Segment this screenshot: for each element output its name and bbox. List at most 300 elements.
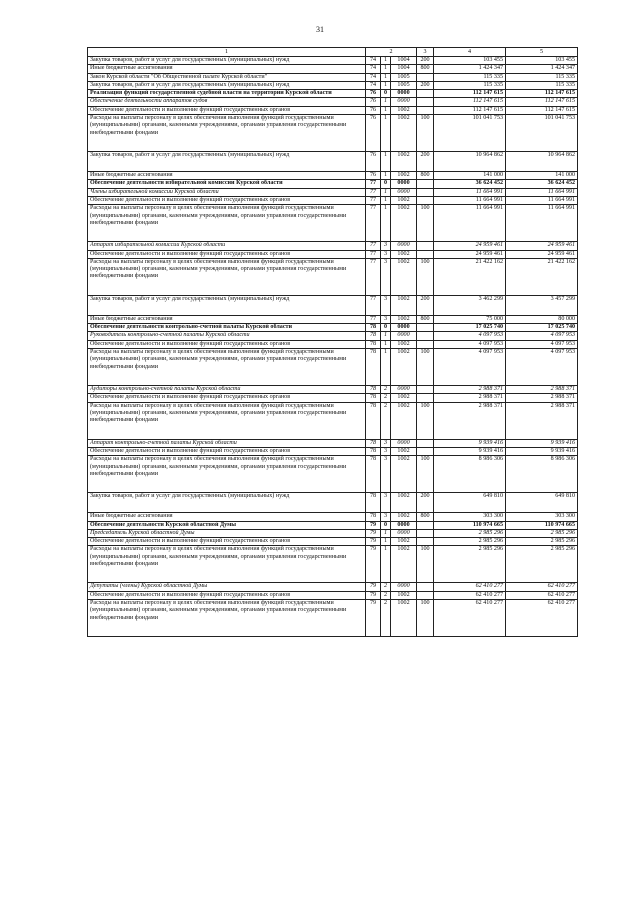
row-code-a-cell: 78 — [366, 394, 381, 402]
row-type-cell: 800 — [417, 172, 434, 180]
row-code-a-cell: 78 — [366, 456, 381, 493]
row-code-b-cell: 3 — [381, 242, 391, 250]
row-amount-2-cell: 2 985 296 — [506, 546, 578, 583]
row-code-b-cell: 1 — [381, 349, 391, 386]
row-code-a-cell: 77 — [366, 295, 381, 315]
table-row — [88, 583, 578, 591]
table-row — [88, 152, 578, 172]
table-row — [88, 196, 578, 204]
row-name-cell: Обеспечение деятельности контрольно-счетной палаты Курской области — [88, 324, 366, 332]
row-name-cell: Расходы на выплаты персоналу в целях обеспечения выполнения функций государственными (муниципальными) органами, казенными учреждениями, органами управления государственными внебюджетными фондами — [88, 205, 366, 242]
row-name-cell: Закупка товаров, работ и услуг для государственных (муниципальных) нужд — [88, 57, 366, 65]
row-name-cell: Аудиторы контрольно-счетной палаты Курской области — [88, 386, 366, 394]
row-code-a-cell: 76 — [366, 106, 381, 114]
row-amount-1-cell: 2 985 296 — [434, 538, 506, 546]
table-row — [88, 456, 578, 493]
row-amount-1-cell: 103 455 — [434, 57, 506, 65]
row-type-cell — [417, 591, 434, 599]
table-row — [88, 324, 578, 332]
table-row — [88, 402, 578, 439]
row-name-cell: Закупка товаров, работ и услуг для государственных (муниципальных) нужд — [88, 81, 366, 89]
row-code-c-cell: 1002 — [391, 106, 417, 114]
row-type-cell — [417, 521, 434, 529]
table-row — [88, 115, 578, 152]
row-code-a-cell: 76 — [366, 90, 381, 98]
row-code-c-cell: 0000 — [391, 439, 417, 447]
row-code-b-cell: 2 — [381, 591, 391, 599]
row-code-c-cell: 1002 — [391, 152, 417, 172]
row-code-a-cell: 74 — [366, 73, 381, 81]
row-code-a-cell: 79 — [366, 546, 381, 583]
table-row — [88, 394, 578, 402]
row-amount-2-cell: 2 985 296 — [506, 538, 578, 546]
row-code-b-cell: 1 — [381, 188, 391, 196]
row-amount-2-cell: 115 335 — [506, 81, 578, 89]
row-code-c-cell: 1002 — [391, 115, 417, 152]
row-code-b-cell: 3 — [381, 295, 391, 315]
row-code-b-cell: 1 — [381, 538, 391, 546]
row-code-b-cell: 1 — [381, 106, 391, 114]
row-type-cell — [417, 583, 434, 591]
row-code-a-cell: 78 — [366, 402, 381, 439]
table-row — [88, 90, 578, 98]
row-amount-2-cell: 115 335 — [506, 73, 578, 81]
row-amount-1-cell: 4 097 953 — [434, 349, 506, 386]
row-amount-1-cell: 112 147 615 — [434, 98, 506, 106]
row-amount-1-cell: 17 025 740 — [434, 324, 506, 332]
row-amount-1-cell: 2 988 371 — [434, 394, 506, 402]
table-row — [88, 73, 578, 81]
header-code: 2 — [366, 48, 417, 57]
row-code-a-cell: 78 — [366, 332, 381, 340]
row-code-b-cell: 3 — [381, 513, 391, 521]
table-row — [88, 242, 578, 250]
row-type-cell: 800 — [417, 513, 434, 521]
row-code-a-cell: 79 — [366, 591, 381, 599]
row-code-c-cell: 0000 — [391, 242, 417, 250]
row-amount-2-cell: 8 986 306 — [506, 456, 578, 493]
row-amount-2-cell: 303 300 — [506, 513, 578, 521]
row-code-a-cell: 74 — [366, 57, 381, 65]
row-amount-1-cell: 11 664 991 — [434, 188, 506, 196]
row-amount-2-cell: 112 147 615 — [506, 98, 578, 106]
row-code-b-cell: 1 — [381, 65, 391, 73]
row-code-b-cell: 1 — [381, 196, 391, 204]
row-code-a-cell: 78 — [366, 493, 381, 513]
row-name-cell: Председатель Курской областной Думы — [88, 529, 366, 537]
row-name-cell: Иные бюджетные ассигнования — [88, 172, 366, 180]
row-amount-2-cell: 24 959 461 — [506, 250, 578, 258]
row-code-a-cell: 77 — [366, 315, 381, 323]
row-amount-1-cell: 21 422 162 — [434, 258, 506, 295]
row-code-b-cell: 3 — [381, 456, 391, 493]
row-amount-2-cell: 80 000 — [506, 315, 578, 323]
table-body — [88, 57, 578, 637]
row-name-cell: Реализация функций государственной судебной власти на территории Курской области — [88, 90, 366, 98]
row-amount-2-cell: 112 147 615 — [506, 106, 578, 114]
row-type-cell: 100 — [417, 402, 434, 439]
row-code-a-cell: 79 — [366, 529, 381, 537]
row-amount-1-cell: 110 974 665 — [434, 521, 506, 529]
table-row — [88, 591, 578, 599]
row-code-b-cell: 0 — [381, 90, 391, 98]
row-amount-2-cell: 11 664 991 — [506, 188, 578, 196]
row-name-cell: Аппарат избирательной комиссии Курской области — [88, 242, 366, 250]
row-code-b-cell: 1 — [381, 205, 391, 242]
table-row — [88, 172, 578, 180]
row-code-c-cell: 1002 — [391, 493, 417, 513]
row-code-a-cell: 78 — [366, 349, 381, 386]
row-type-cell: 200 — [417, 81, 434, 89]
row-amount-2-cell: 9 939 416 — [506, 439, 578, 447]
row-amount-1-cell: 2 985 296 — [434, 546, 506, 583]
row-amount-2-cell: 9 939 416 — [506, 447, 578, 455]
row-name-cell: Депутаты (члены) Курской областной Думы — [88, 583, 366, 591]
row-code-c-cell: 1002 — [391, 546, 417, 583]
table-row — [88, 332, 578, 340]
row-code-b-cell: 3 — [381, 493, 391, 513]
row-code-c-cell: 1002 — [391, 349, 417, 386]
row-code-c-cell: 0000 — [391, 529, 417, 537]
table-row — [88, 340, 578, 348]
row-code-a-cell: 77 — [366, 180, 381, 188]
row-type-cell — [417, 188, 434, 196]
row-name-cell: Расходы на выплаты персоналу в целях обеспечения выполнения функций государственными (муниципальными) органами, казенными учреждениями, органами управления государственными внебюджетными фондами — [88, 349, 366, 386]
row-type-cell — [417, 386, 434, 394]
row-code-c-cell: 1002 — [391, 591, 417, 599]
row-name-cell: Иные бюджетные ассигнования — [88, 315, 366, 323]
row-code-b-cell: 2 — [381, 402, 391, 439]
row-code-a-cell: 77 — [366, 250, 381, 258]
row-code-c-cell: 1002 — [391, 172, 417, 180]
row-amount-1-cell: 141 000 — [434, 172, 506, 180]
row-code-a-cell: 76 — [366, 115, 381, 152]
row-type-cell: 200 — [417, 493, 434, 513]
row-code-c-cell: 0000 — [391, 521, 417, 529]
row-code-b-cell: 1 — [381, 529, 391, 537]
table-row — [88, 205, 578, 242]
row-name-cell: Обеспечение деятельности избирательной комиссии Курской области — [88, 180, 366, 188]
table-row — [88, 600, 578, 637]
row-amount-2-cell: 21 422 162 — [506, 258, 578, 295]
row-amount-1-cell: 2 988 371 — [434, 386, 506, 394]
row-type-cell — [417, 250, 434, 258]
row-code-b-cell: 2 — [381, 583, 391, 591]
row-type-cell: 100 — [417, 115, 434, 152]
row-code-b-cell: 1 — [381, 115, 391, 152]
header-type: 3 — [417, 48, 434, 57]
row-name-cell: Члены избирательной комиссии Курской области — [88, 188, 366, 196]
row-name-cell: Руководитель контрольно-счетной палаты Курской области — [88, 332, 366, 340]
row-amount-2-cell: 11 664 991 — [506, 205, 578, 242]
row-type-cell: 200 — [417, 295, 434, 315]
row-amount-2-cell: 141 000 — [506, 172, 578, 180]
row-code-b-cell: 1 — [381, 546, 391, 583]
row-code-c-cell: 1005 — [391, 81, 417, 89]
row-code-c-cell: 1005 — [391, 73, 417, 81]
row-name-cell: Расходы на выплаты персоналу в целях обеспечения выполнения функций государственными (муниципальными) органами, казенными учреждениями, органами управления государственными внебюджетными фондами — [88, 456, 366, 493]
row-code-c-cell: 1002 — [391, 258, 417, 295]
row-name-cell: Иные бюджетные ассигнования — [88, 513, 366, 521]
row-code-c-cell: 1002 — [391, 394, 417, 402]
table-row — [88, 529, 578, 537]
row-code-b-cell: 1 — [381, 332, 391, 340]
row-code-a-cell: 78 — [366, 513, 381, 521]
table-row — [88, 65, 578, 73]
row-amount-1-cell: 112 147 615 — [434, 90, 506, 98]
row-code-a-cell: 77 — [366, 242, 381, 250]
row-code-c-cell: 0000 — [391, 180, 417, 188]
row-code-c-cell: 1002 — [391, 513, 417, 521]
row-name-cell: Закупка товаров, работ и услуг для государственных (муниципальных) нужд — [88, 295, 366, 315]
row-code-a-cell: 79 — [366, 600, 381, 637]
row-code-c-cell: 1002 — [391, 538, 417, 546]
row-amount-1-cell: 4 097 953 — [434, 340, 506, 348]
row-name-cell: Обеспечение деятельности и выполнение функций государственных органов — [88, 591, 366, 599]
row-type-cell: 100 — [417, 349, 434, 386]
row-code-a-cell: 79 — [366, 521, 381, 529]
row-code-c-cell: 1004 — [391, 57, 417, 65]
row-code-b-cell: 2 — [381, 394, 391, 402]
row-code-b-cell: 1 — [381, 152, 391, 172]
row-code-a-cell: 78 — [366, 439, 381, 447]
row-code-c-cell: 1002 — [391, 456, 417, 493]
row-amount-1-cell: 24 959 461 — [434, 242, 506, 250]
row-amount-1-cell: 649 810 — [434, 493, 506, 513]
row-amount-2-cell: 17 025 740 — [506, 324, 578, 332]
table-row — [88, 295, 578, 315]
row-amount-2-cell: 4 097 953 — [506, 349, 578, 386]
row-amount-1-cell: 112 147 615 — [434, 106, 506, 114]
row-type-cell: 100 — [417, 258, 434, 295]
table-row — [88, 493, 578, 513]
row-amount-1-cell: 10 964 862 — [434, 152, 506, 172]
row-amount-1-cell: 115 335 — [434, 73, 506, 81]
row-type-cell — [417, 332, 434, 340]
row-amount-1-cell: 115 335 — [434, 81, 506, 89]
row-code-c-cell: 1004 — [391, 65, 417, 73]
header-amount-2: 5 — [506, 48, 578, 57]
row-amount-2-cell: 11 664 991 — [506, 196, 578, 204]
row-code-c-cell: 0000 — [391, 324, 417, 332]
row-code-a-cell: 78 — [366, 386, 381, 394]
row-amount-1-cell: 11 664 991 — [434, 196, 506, 204]
row-name-cell: Обеспечение деятельности Курской областной Думы — [88, 521, 366, 529]
row-amount-2-cell: 101 041 753 — [506, 115, 578, 152]
row-type-cell: 100 — [417, 600, 434, 637]
row-code-a-cell: 76 — [366, 152, 381, 172]
row-name-cell: Обеспечение деятельности аппаратов судов — [88, 98, 366, 106]
row-type-cell — [417, 98, 434, 106]
row-code-b-cell: 1 — [381, 98, 391, 106]
row-amount-2-cell: 36 624 452 — [506, 180, 578, 188]
row-code-c-cell: 1002 — [391, 250, 417, 258]
row-amount-2-cell: 112 147 615 — [506, 90, 578, 98]
budget-table — [87, 47, 578, 637]
row-code-b-cell: 3 — [381, 447, 391, 455]
row-code-c-cell: 1002 — [391, 447, 417, 455]
row-code-b-cell: 0 — [381, 324, 391, 332]
row-amount-2-cell: 4 097 953 — [506, 340, 578, 348]
row-code-a-cell: 77 — [366, 205, 381, 242]
row-type-cell — [417, 73, 434, 81]
row-code-b-cell: 0 — [381, 180, 391, 188]
row-name-cell: Обеспечение деятельности и выполнение функций государственных органов — [88, 250, 366, 258]
row-type-cell — [417, 196, 434, 204]
table-row — [88, 57, 578, 65]
row-code-c-cell: 1002 — [391, 340, 417, 348]
table-row — [88, 538, 578, 546]
row-code-a-cell: 76 — [366, 98, 381, 106]
row-name-cell: Расходы на выплаты персоналу в целях обеспечения выполнения функций государственными (муниципальными) органами, казенными учреждениями, органами управления государственными внебюджетными фондами — [88, 258, 366, 295]
row-type-cell — [417, 324, 434, 332]
row-amount-2-cell: 62 410 277 — [506, 583, 578, 591]
row-amount-1-cell: 62 410 277 — [434, 583, 506, 591]
row-amount-2-cell: 103 455 — [506, 57, 578, 65]
row-code-b-cell: 3 — [381, 439, 391, 447]
row-code-a-cell: 77 — [366, 196, 381, 204]
header-amount-1: 4 — [434, 48, 506, 57]
row-code-c-cell: 0000 — [391, 188, 417, 196]
row-amount-2-cell: 649 810 — [506, 493, 578, 513]
row-code-a-cell: 74 — [366, 65, 381, 73]
row-amount-1-cell: 2 985 296 — [434, 529, 506, 537]
row-code-a-cell: 76 — [366, 172, 381, 180]
row-code-c-cell: 0000 — [391, 583, 417, 591]
row-amount-2-cell: 24 959 461 — [506, 242, 578, 250]
header-name: 1 — [88, 48, 366, 57]
row-name-cell: Закупка товаров, работ и услуг для государственных (муниципальных) нужд — [88, 152, 366, 172]
row-amount-1-cell: 3 462 299 — [434, 295, 506, 315]
row-amount-2-cell: 1 424 347 — [506, 65, 578, 73]
row-code-c-cell: 0000 — [391, 90, 417, 98]
row-amount-1-cell: 9 939 416 — [434, 439, 506, 447]
row-amount-1-cell: 62 410 277 — [434, 600, 506, 637]
row-amount-1-cell: 36 624 452 — [434, 180, 506, 188]
row-amount-2-cell: 2 988 371 — [506, 394, 578, 402]
row-amount-2-cell: 2 985 296 — [506, 529, 578, 537]
row-type-cell: 200 — [417, 152, 434, 172]
row-code-b-cell: 1 — [381, 57, 391, 65]
row-amount-2-cell: 2 988 371 — [506, 386, 578, 394]
row-type-cell: 100 — [417, 546, 434, 583]
row-code-c-cell: 1002 — [391, 315, 417, 323]
table-row — [88, 106, 578, 114]
row-amount-1-cell: 1 424 347 — [434, 65, 506, 73]
row-code-c-cell: 1002 — [391, 205, 417, 242]
row-code-a-cell: 77 — [366, 188, 381, 196]
row-type-cell — [417, 538, 434, 546]
row-name-cell: Обеспечение деятельности и выполнение функций государственных органов — [88, 106, 366, 114]
row-code-b-cell: 2 — [381, 600, 391, 637]
row-type-cell — [417, 439, 434, 447]
row-type-cell — [417, 90, 434, 98]
row-name-cell: Обеспечение деятельности и выполнение функций государственных органов — [88, 340, 366, 348]
table-row — [88, 81, 578, 89]
row-code-c-cell: 0000 — [391, 386, 417, 394]
row-name-cell: Аппарат контрольно-счетной палаты Курской области — [88, 439, 366, 447]
row-amount-1-cell: 303 300 — [434, 513, 506, 521]
row-amount-1-cell: 24 959 461 — [434, 250, 506, 258]
table-row — [88, 98, 578, 106]
table-row — [88, 315, 578, 323]
row-amount-1-cell: 2 988 371 — [434, 402, 506, 439]
row-name-cell: Расходы на выплаты персоналу в целях обеспечения выполнения функций государственными (муниципальными) органами, казенными учреждениями, органами управления государственными внебюджетными фондами — [88, 546, 366, 583]
row-code-a-cell: 74 — [366, 81, 381, 89]
row-code-b-cell: 0 — [381, 521, 391, 529]
row-code-b-cell: 1 — [381, 340, 391, 348]
row-code-a-cell: 79 — [366, 538, 381, 546]
row-type-cell — [417, 242, 434, 250]
row-code-c-cell: 0000 — [391, 98, 417, 106]
page-number: 31 — [316, 25, 324, 34]
row-code-b-cell: 3 — [381, 250, 391, 258]
row-code-a-cell: 77 — [366, 258, 381, 295]
row-type-cell: 100 — [417, 205, 434, 242]
row-code-c-cell: 1002 — [391, 402, 417, 439]
row-code-c-cell: 0000 — [391, 332, 417, 340]
row-amount-1-cell: 4 097 953 — [434, 332, 506, 340]
row-name-cell: Закупка товаров, работ и услуг для государственных (муниципальных) нужд — [88, 493, 366, 513]
row-code-b-cell: 2 — [381, 386, 391, 394]
row-code-c-cell: 1002 — [391, 196, 417, 204]
row-amount-2-cell: 10 964 862 — [506, 152, 578, 172]
row-name-cell: Расходы на выплаты персоналу в целях обеспечения выполнения функций государственными (муниципальными) органами, казенными учреждениями, органами управления государственными внебюджетными фондами — [88, 600, 366, 637]
row-type-cell: 800 — [417, 65, 434, 73]
row-code-c-cell: 1002 — [391, 600, 417, 637]
row-type-cell — [417, 529, 434, 537]
row-amount-2-cell: 2 988 371 — [506, 402, 578, 439]
table-row — [88, 513, 578, 521]
table-row — [88, 447, 578, 455]
table-row — [88, 188, 578, 196]
row-code-a-cell: 78 — [366, 324, 381, 332]
row-name-cell: Иные бюджетные ассигнования — [88, 65, 366, 73]
row-name-cell: Расходы на выплаты персоналу в целях обеспечения выполнения функций государственными (муниципальными) органами, казенными учреждениями, органами управления государственными внебюджетными фондами — [88, 115, 366, 152]
table-header-row — [88, 48, 578, 57]
row-code-b-cell: 1 — [381, 172, 391, 180]
row-code-a-cell: 78 — [366, 340, 381, 348]
row-code-c-cell: 1002 — [391, 295, 417, 315]
table-row — [88, 521, 578, 529]
row-amount-2-cell: 4 097 953 — [506, 332, 578, 340]
row-code-a-cell: 79 — [366, 583, 381, 591]
row-name-cell: Обеспечение деятельности и выполнение функций государственных органов — [88, 196, 366, 204]
table-row — [88, 546, 578, 583]
table-row — [88, 349, 578, 386]
row-amount-2-cell: 3 457 299 — [506, 295, 578, 315]
row-code-b-cell: 3 — [381, 258, 391, 295]
row-code-b-cell: 1 — [381, 81, 391, 89]
row-code-a-cell: 78 — [366, 447, 381, 455]
table-row — [88, 386, 578, 394]
row-amount-1-cell: 62 410 277 — [434, 591, 506, 599]
row-type-cell: 100 — [417, 456, 434, 493]
row-amount-2-cell: 62 410 277 — [506, 600, 578, 637]
row-amount-1-cell: 75 000 — [434, 315, 506, 323]
row-code-b-cell: 1 — [381, 73, 391, 81]
row-name-cell: Расходы на выплаты персоналу в целях обеспечения выполнения функций государственными (муниципальными) органами, казенными учреждениями, органами управления государственными внебюджетными фондами — [88, 402, 366, 439]
row-type-cell — [417, 447, 434, 455]
table-row — [88, 258, 578, 295]
row-code-b-cell: 3 — [381, 315, 391, 323]
row-name-cell: Закон Курской области "Об Общественной палате Курской области" — [88, 73, 366, 81]
row-amount-1-cell: 101 041 753 — [434, 115, 506, 152]
row-amount-2-cell: 110 974 665 — [506, 521, 578, 529]
row-amount-2-cell: 62 410 277 — [506, 591, 578, 599]
row-type-cell: 800 — [417, 315, 434, 323]
row-name-cell: Обеспечение деятельности и выполнение функций государственных органов — [88, 447, 366, 455]
